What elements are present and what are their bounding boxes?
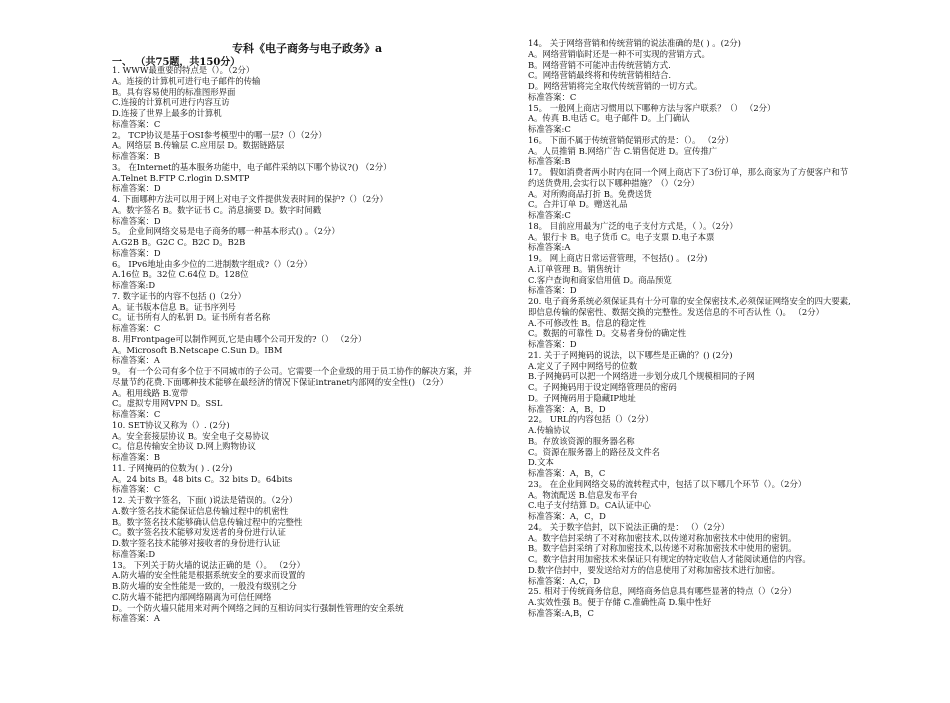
text-line: A。网络层 B.传输层 C.应用层 D。数据链路层 xyxy=(112,140,285,151)
text-line: A.防火墙的安全性能是根据系统安全的要求而设置的 xyxy=(112,570,305,581)
text-line: 标准答案:C xyxy=(528,124,571,134)
text-line: 标准答案：A xyxy=(112,355,160,366)
text-line: A。银行卡 B。电子货币 C。电子支票 D.电子本票 xyxy=(528,231,715,242)
text-line: 标准答案：D xyxy=(112,215,161,226)
text-line: A。24 bits B。48 bits C。32 bits D。64bits xyxy=(112,473,293,484)
text-line: 19。 网上商店日常运营管理，不包括() 。 (2分) xyxy=(528,253,708,263)
text-line: A.订单管理 B。销售统计 xyxy=(528,263,621,274)
text-line: D。网络营销将完全取代传统营销的一切方式。 xyxy=(528,81,703,91)
text-line: D.文本 xyxy=(528,457,554,468)
text-line: A.实效性强 B。便于存储 C.准确性高 D.集中性好 xyxy=(528,597,712,607)
right-column xyxy=(528,38,928,619)
text-line: A。传真 B.电话 C。电子邮件 D。上门确认 xyxy=(528,113,690,124)
text-line: C.防火墙不能把内部网络隔离为可信任网络 xyxy=(112,591,272,602)
text-line: D。一个防火墙只能用来对两个网络之间的互相访问实行强制性管理的安全系统 xyxy=(112,602,404,613)
text-line: 1. WWW最重要的特点是（）。（2分） xyxy=(112,65,255,75)
text-line: 标准答案：C xyxy=(112,409,161,419)
text-line: 5。 企业间网络交易是电子商务的哪一种基本形式() 。（2分） xyxy=(112,226,340,237)
text-line: 18。 目前应用最为广泛的电子支付方式是，（ ）。（2分） xyxy=(528,220,738,231)
text-line: 标准答案：B xyxy=(112,452,161,462)
text-line: C。虚拟专用网VPN D。SSL xyxy=(112,398,223,409)
text-line: 23。 在企业间网络交易的流转程式中，包括了以下哪几个环节（）。（2分） xyxy=(528,478,807,489)
text-line: C.连接的计算机可进行内容互访 xyxy=(112,97,230,108)
text-line: 11. 子网掩码的位数为( ) . (2分) xyxy=(112,462,233,473)
text-line: 24。 关于数字信封，以下说法正确的是： （）（2分） xyxy=(528,521,730,532)
text-line: 标准答案：C xyxy=(112,118,161,129)
text-line: 22。 URL的内容包括（）（2分） xyxy=(528,414,654,425)
text-line: A.Telnet B.FTP C.rlogin D.SMTP xyxy=(112,172,250,183)
text-line: A。证书版本信息 B。证书序列号 xyxy=(112,301,236,312)
text-line: 标准答案:C xyxy=(528,210,571,220)
text-line: 标准答案：A，B，C xyxy=(528,468,606,478)
text-line: A。连接的计算机可进行电子邮件的传输 xyxy=(112,75,261,86)
text-line: A。Microsoft B.Netscape C.Sun D。IBM xyxy=(112,344,283,355)
text-line: 16。 下面不属于传统营销促销形式的是：（）。 （2分） xyxy=(528,134,734,145)
text-line: 标准答案：B xyxy=(112,151,161,161)
text-line: B.防火墙的安全性能是一致的，一般没有级别之分 xyxy=(112,581,297,591)
text-line: B。存放该资源的服务器名称 xyxy=(528,435,635,446)
text-line: 标准答案：D xyxy=(112,247,161,258)
text-line: 8. 用Frontpage可以制作网页,它是由哪个公司开发的?（） （2分） xyxy=(112,333,367,344)
text-line: 15。 一般网上商店习惯用以下哪种方法与客户联系？（） （2分） xyxy=(528,102,776,113)
text-line: B。网络营销不可能冲击传统营销方式. xyxy=(528,59,671,70)
text-line: C.客户查询和商家信用值 D。商品预览 xyxy=(528,274,672,285)
text-line: 标准答案：A，C，D xyxy=(528,511,606,521)
text-line: 即信息传输的保密性、数据交换的完整性。发送信息的不可否认性（)。 （2分） xyxy=(528,306,825,317)
text-line: 标准答案:D xyxy=(112,548,156,559)
text-line: 2。 TCP协议是基于OSI参考模型中的哪一层?（）（2分） xyxy=(112,129,327,140)
text-line: B.子网掩码可以把一个网络进一步划分成几个规模相同的子网 xyxy=(528,371,755,382)
text-line: A。租用线路 B.宽带 xyxy=(112,387,189,398)
text-line: C。网络营销最终将和传统营销相结合. xyxy=(528,70,672,81)
text-line: A.G2B B。G2C C。B2C D。B2B xyxy=(112,237,246,247)
text-line: 标准答案：C xyxy=(112,484,161,495)
text-line: A.传输协议 xyxy=(528,425,571,435)
text-line: 9。 有一个公司有多个位于不同城市的子公司。它需要一个企业级的用于员工协作的解决方案，并 xyxy=(112,366,472,376)
text-line: 标准答案:A xyxy=(528,242,571,253)
text-line: A。安全套接层协议 B。安全电子交易协议 xyxy=(112,430,270,441)
text-line: 标准答案：A，B，D xyxy=(528,403,606,414)
text-line: 标准答案：D xyxy=(528,339,577,349)
left-column xyxy=(112,65,520,624)
text-line: D.数字信封中，要发送给对方的信息使用了对称加密技术进行加密。 xyxy=(528,564,780,575)
text-line: 3。 在Internet的基本服务功能中，电子邮件采纳以下哪个协议?() （2分） xyxy=(112,161,392,172)
text-line: 标准答案:D xyxy=(112,280,156,290)
text-line: 标准答案：C xyxy=(528,91,577,102)
text-line: 6。 IPv6地址由多少位的二进制数字组成?（）（2分） xyxy=(112,258,313,269)
text-line: A。对所购商品打折 B。免费送货 xyxy=(528,188,652,199)
text-line: D.数字签名技术能够对接收者的身份进行认证 xyxy=(112,538,281,548)
text-line: 21. 关于子网掩码的说法，以下哪些是正确的？() (2分) xyxy=(528,349,733,360)
text-line: D。子网掩码用于隐藏IP地址 xyxy=(528,392,636,403)
text-line: A.16位 B。32位 C.64位 D。128位 xyxy=(112,269,249,280)
text-line: C.电子支付结算 D。CA认证中心 xyxy=(528,500,651,511)
text-line: 约送货费用,会实行以下哪种措施？（）（2分） xyxy=(528,177,700,188)
text-line: 标准答案：C xyxy=(112,323,161,333)
text-line: 14。 关于网络营销和传统营销的说法准确的是( ) 。(2分) xyxy=(528,38,741,48)
text-line: 标准答案：A,C，D xyxy=(528,575,601,586)
text-line: 25. 相对于传统商务信息，网络商务信息具有哪些显著的特点（）（2分） xyxy=(528,586,797,597)
text-line: 尽量节约花费.下面哪种技术能够在最经济的情况下保证intranet内部网的安全性() （2分） xyxy=(112,376,449,387)
text-line: A.定义了子网中网络号的位数 xyxy=(528,360,638,371)
text-line: 7. 数字证书的内容不包括 ()（2分） xyxy=(112,290,247,301)
text-line: A。物流配送 B.信息发布平台 xyxy=(528,489,638,500)
text-line: B。数字信封采纳了对称加密技术,以传递不对称加密技术中使用的密钥。 xyxy=(528,543,797,554)
text-line: D.连接了世界上最多的计算机 xyxy=(112,108,222,118)
text-line: 标准答案：D xyxy=(112,183,161,194)
text-line: C。证书所有人的私钥 D。证书所有者名称 xyxy=(112,312,271,323)
text-line: A。网络营销临时还是一种不可实现的营销方式。 xyxy=(528,48,710,59)
text-line: A.不可修改性 B。信息的稳定性 xyxy=(528,317,647,328)
text-line: C。合并订单 D。赠送礼品 xyxy=(528,199,628,210)
text-line: A。人员推销 B.网络广告 C.销售促进 D。宣传推广 xyxy=(528,145,718,156)
text-line: 标准答案：A xyxy=(112,613,160,624)
text-line: A。数字信封采纳了不对称加密技术,以传递对称加密技术中使用的密钥。 xyxy=(528,532,797,543)
text-line: B。具有容易使用的标准图形界面 xyxy=(112,86,236,97)
text-line: 13。 下列关于防火墙的说法正确的是（）。 （2分） xyxy=(112,559,305,570)
section-heading: 一、 （共75题，共150分） xyxy=(112,57,241,68)
text-line: C。资源在服务器上的路径及文件名 xyxy=(528,446,661,457)
text-line: 20. 电子商务系统必须保证具有十分可靠的安全保密技术,必须保证网络安全的四大要素, xyxy=(528,296,851,306)
text-line: C。数据的可靠性 D。交易者身份的确定性 xyxy=(528,328,687,339)
text-line: C。数字签名技术能够对发送者的身份进行认证 xyxy=(112,527,286,538)
text-line: 17。 假如消费者两小时内在同一个网上商店下了3份订单，那么商家为了方便客户和节 xyxy=(528,167,849,177)
text-line: 标准答案:A,B，C xyxy=(528,607,594,618)
text-line: C。子网掩码用于设定网络管理员的密码 xyxy=(528,382,677,392)
text-line: C。数字信封用加密技术来保证只有规定的特定收信人才能阅读通信的内容。 xyxy=(528,554,811,564)
text-line: A。数字签名 B。数字证书 C。消息摘要 D。数字时间戳 xyxy=(112,204,322,215)
text-line: 标准答案:B xyxy=(528,156,571,167)
document-title: 专科《电子商务与电子政务》a xyxy=(232,42,383,55)
text-line: B。数字签名技术能够确认信息传输过程中的完整性 xyxy=(112,516,303,527)
text-line: 4. 下面哪种方法可以用于网上对电子文件提供发表时间的保护?（）（2分） xyxy=(112,194,388,204)
text-line: C。信息传输安全协议 D.网上购物协议 xyxy=(112,441,256,452)
text-line: 10. SET协议又称为（）. (2分) xyxy=(112,419,230,430)
text-line: A.数字签名技术能保证信息传输过程中的机密性 xyxy=(112,505,289,516)
text-line: 标准答案：D xyxy=(528,285,577,296)
text-line: 12. 关于数字签名，下面( )说法是错误的。（2分） xyxy=(112,495,298,505)
